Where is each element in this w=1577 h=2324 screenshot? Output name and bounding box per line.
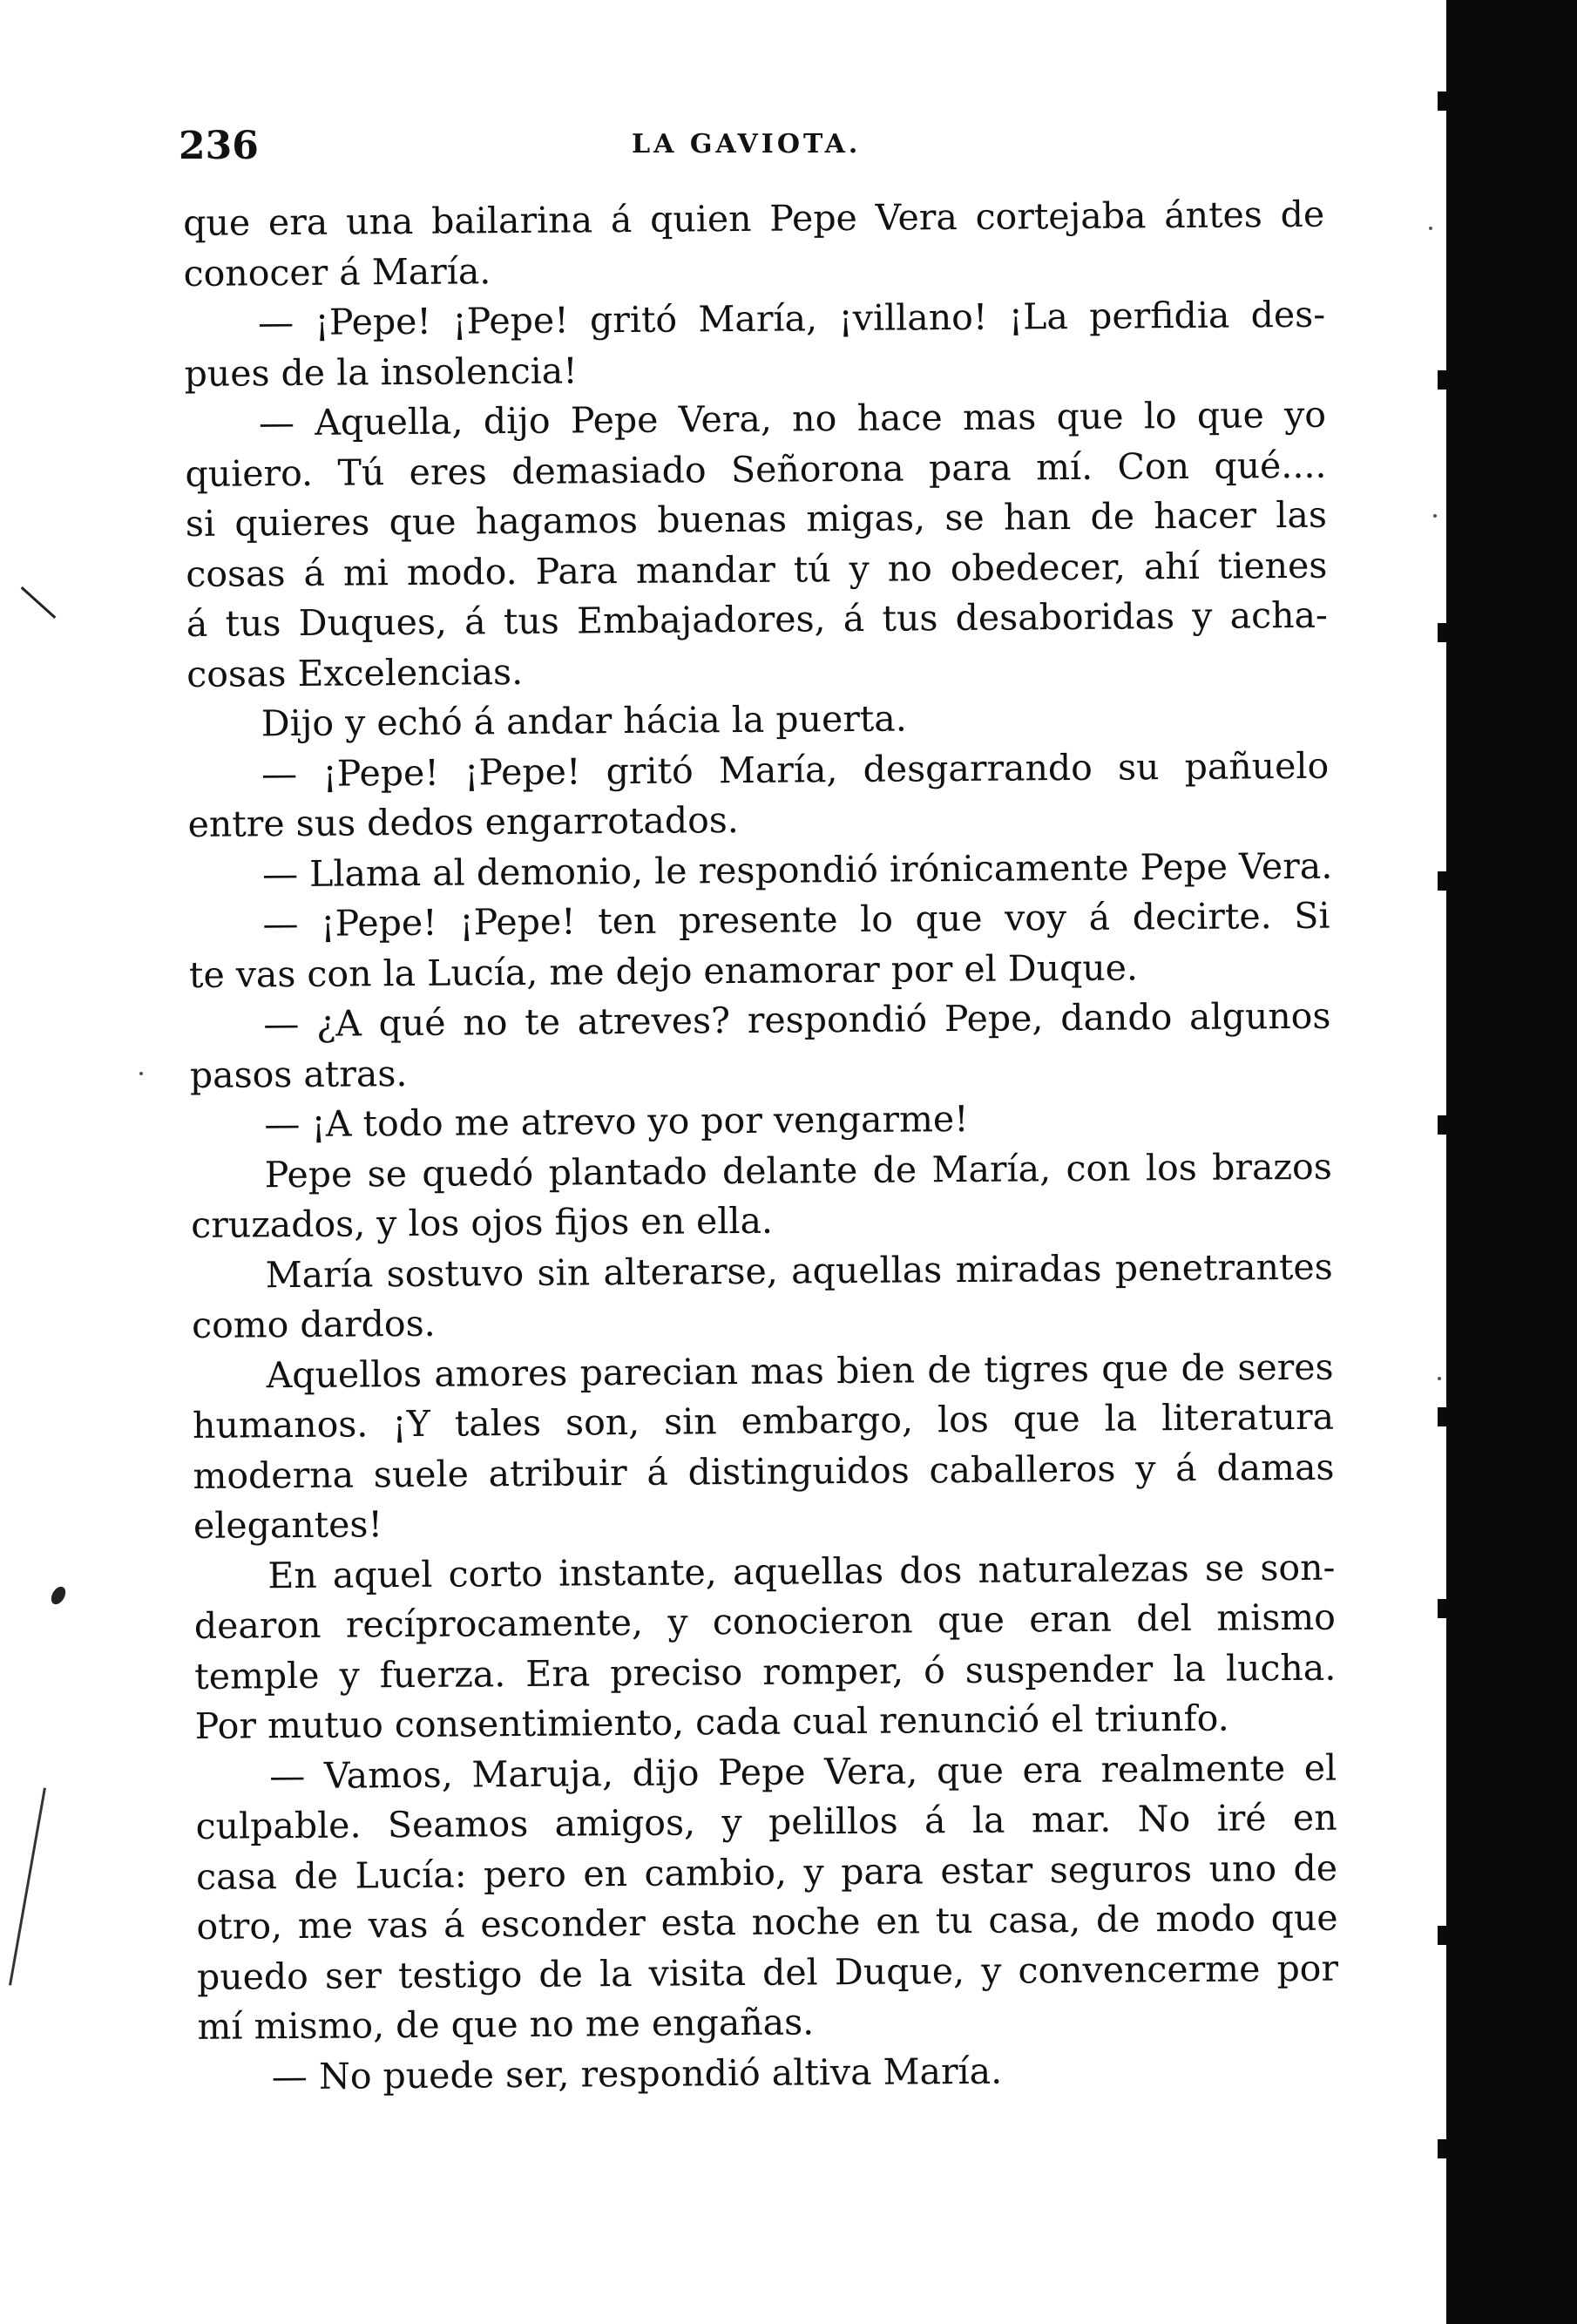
text-line: dearon recíprocamente, y conocieron que eran del mismo [193,1596,1337,1647]
text-line: Pepe se quedó plantado delante de María, con los brazos [264,1145,1332,1196]
edge-notch [1438,623,1450,642]
paper-speck [1429,227,1432,230]
edge-notch [1438,1115,1450,1135]
text-line: puedo ser testigo de la visita del Duque, y convencerme por [196,1947,1339,1998]
text-line: á tus Duques, á tus Embajadores, á tus desaboridas y acha- [186,593,1328,645]
text-line: entre sus dedos engarrotados. [187,799,740,845]
text-line: — ¿A qué no te atreves? respondió Pepe, dando algunos [263,994,1331,1046]
text-line: Por mutuo consentimiento, cada cual renunció el triunfo. [194,1697,1229,1747]
edge-notch [1438,2139,1450,2158]
text-line: cosas Excelencias. [186,650,524,695]
running-title: LA GAVIOTA. [632,129,862,159]
text-line: elegantes! [193,1503,383,1547]
paper-speck [139,1072,143,1075]
margin-pencil-line [9,1787,46,1985]
edge-notch [1438,1599,1450,1618]
page-number: 236 [179,124,259,168]
text-line: humanos. ¡Y tales son, sin embargo, los que la literatura [192,1395,1335,1447]
page-header [179,124,1320,176]
text-line: En aquel corto instante, aquellas dos naturalezas se son- [267,1546,1336,1596]
text-line: — Llama al demonio, le respondió irónicamente Pepe Vera. [261,844,1333,895]
margin-stroke-mark [21,586,57,619]
text-line: culpable. Seamos amigos, y pelillos á la mar. No iré en [195,1796,1337,1847]
text-line: — ¡Pepe! ¡Pepe! gritó María, ¡villano! ¡La perfidia des- [257,293,1326,344]
text-line: pues de la insolencia! [184,349,578,395]
text-line: que era una bailarina á quien Pepe Vera cortejaba ántes de [183,193,1325,244]
text-line: si quieres que hagamos buenas migas, se han de hacer las [185,493,1328,545]
scan-dark-edge [1446,0,1577,2324]
text-line: moderna suele atribuir á distinguidos caballeros y á damas [193,1446,1335,1497]
text-line: pasos atras. [189,1052,408,1096]
body-text [183,190,1339,2103]
text-line: como dardos. [191,1302,436,1346]
text-line: — No puede ser, respondió altiva María. [271,2050,1003,2097]
text-line: quiero. Tú eres demasiado Señorona para mí. Con qué.... [185,444,1327,495]
edge-notch [1438,1926,1450,1945]
text-line: Dijo y echó á andar hácia la puerta. [261,697,907,745]
text-line: casa de Lucía: pero en cambio, y para estar seguros uno de [195,1846,1338,1898]
paper-speck [1438,1377,1441,1380]
text-line: conocer á María. [183,249,491,295]
edge-notch [1438,370,1450,390]
text-line: cruzados, y los ojos fijos en ella. [191,1199,774,1246]
text-line: María sostuvo sin alterarse, aquellas miradas penetrantes [265,1245,1333,1296]
edge-notch [1438,871,1450,891]
paper-speck [1433,514,1437,518]
text-line: mí mismo, de que no me engañas. [197,2001,815,2048]
text-line: — ¡Pepe! ¡Pepe! ten presente lo que voy á decirte. Si [262,894,1330,945]
text-line: Aquellos amores parecian mas bien de tigres que de seres [266,1345,1334,1396]
ink-blot-mark [48,1584,68,1607]
text-line: — ¡A todo me atrevo yo por vengarme! [264,1097,969,1146]
edge-notch [1438,91,1450,111]
text-line: otro, me vas á esconder esta noche en tu casa, de modo que [196,1896,1338,1948]
text-line: te vas con la Lucía, me dejo enamorar por el Duque. [188,945,1139,996]
text-line: cosas á mi modo. Para mandar tú y no obedecer, ahí tienes [186,544,1328,595]
text-line: — Vamos, Maruja, dijo Pepe Vera, que era realmente el [269,1746,1337,1797]
text-line: temple y fuerza. Era preciso romper, ó suspender la lucha. [194,1646,1337,1697]
text-line: — Aquella, dijo Pepe Vera, no hace mas que lo que yo [258,393,1327,444]
edge-notch [1438,1407,1450,1426]
text-line: — ¡Pepe! ¡Pepe! gritó María, desgarrando su pañuelo [261,744,1330,795]
